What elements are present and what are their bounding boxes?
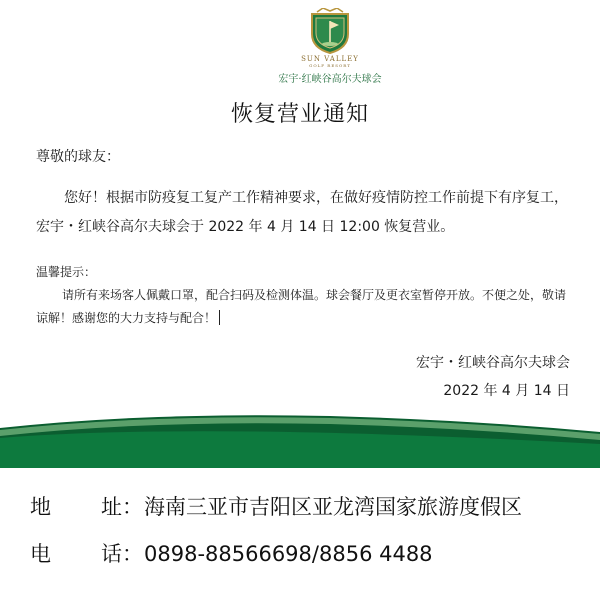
green-wave-band <box>0 398 600 468</box>
address-value: 海南三亚市吉阳区亚龙湾国家旅游度假区 <box>144 495 522 519</box>
notice-body: 您好！根据市防疫复工复产工作精神要求，在做好疫情防控工作前提下有序复工，宏宇・红峡谷高尔夫球会于 2022 年 4 月 14 日 12:00 恢复营业。 <box>36 190 568 235</box>
logo-chinese-name: 宏宇·红峡谷高尔夫球会 <box>278 74 382 85</box>
logo-english-name: SUN VALLEY <box>301 55 359 63</box>
address-line <box>30 491 522 521</box>
address-label-char-1: 地 <box>30 495 51 519</box>
signature-org: 宏宇・红峡谷高尔夫球会 <box>416 355 570 371</box>
tips-body: 请所有来场客人佩戴口罩，配合扫码及检测体温。球会餐厅及更衣室暂停开放。不便之处，敬请谅解！感谢您的大力支持与配合！ <box>36 288 567 325</box>
address-label-char-2: 址 <box>101 495 122 519</box>
phone-line <box>30 538 433 568</box>
address-label <box>30 491 122 521</box>
greeting: 尊敬的球友： <box>36 149 120 165</box>
club-logo <box>270 8 390 85</box>
tips-title: 温馨提示： <box>36 265 97 279</box>
tips-paragraph <box>36 284 576 330</box>
logo-english-subtitle: GOLF RESORT <box>309 63 351 68</box>
address-colon: ： <box>122 495 143 519</box>
phone-label-char-1: 电 <box>30 542 51 566</box>
phone-value: 0898-88566698/8856 4488 <box>144 542 433 566</box>
notice-title: 恢复营业通知 <box>230 102 369 127</box>
text-cursor <box>219 310 220 325</box>
golf-crest-icon <box>309 8 351 54</box>
phone-colon: ： <box>122 542 143 566</box>
signature-date: 2022 年 4 月 14 日 <box>443 383 570 399</box>
phone-label-char-2: 话 <box>101 542 122 566</box>
phone-label <box>30 538 122 568</box>
